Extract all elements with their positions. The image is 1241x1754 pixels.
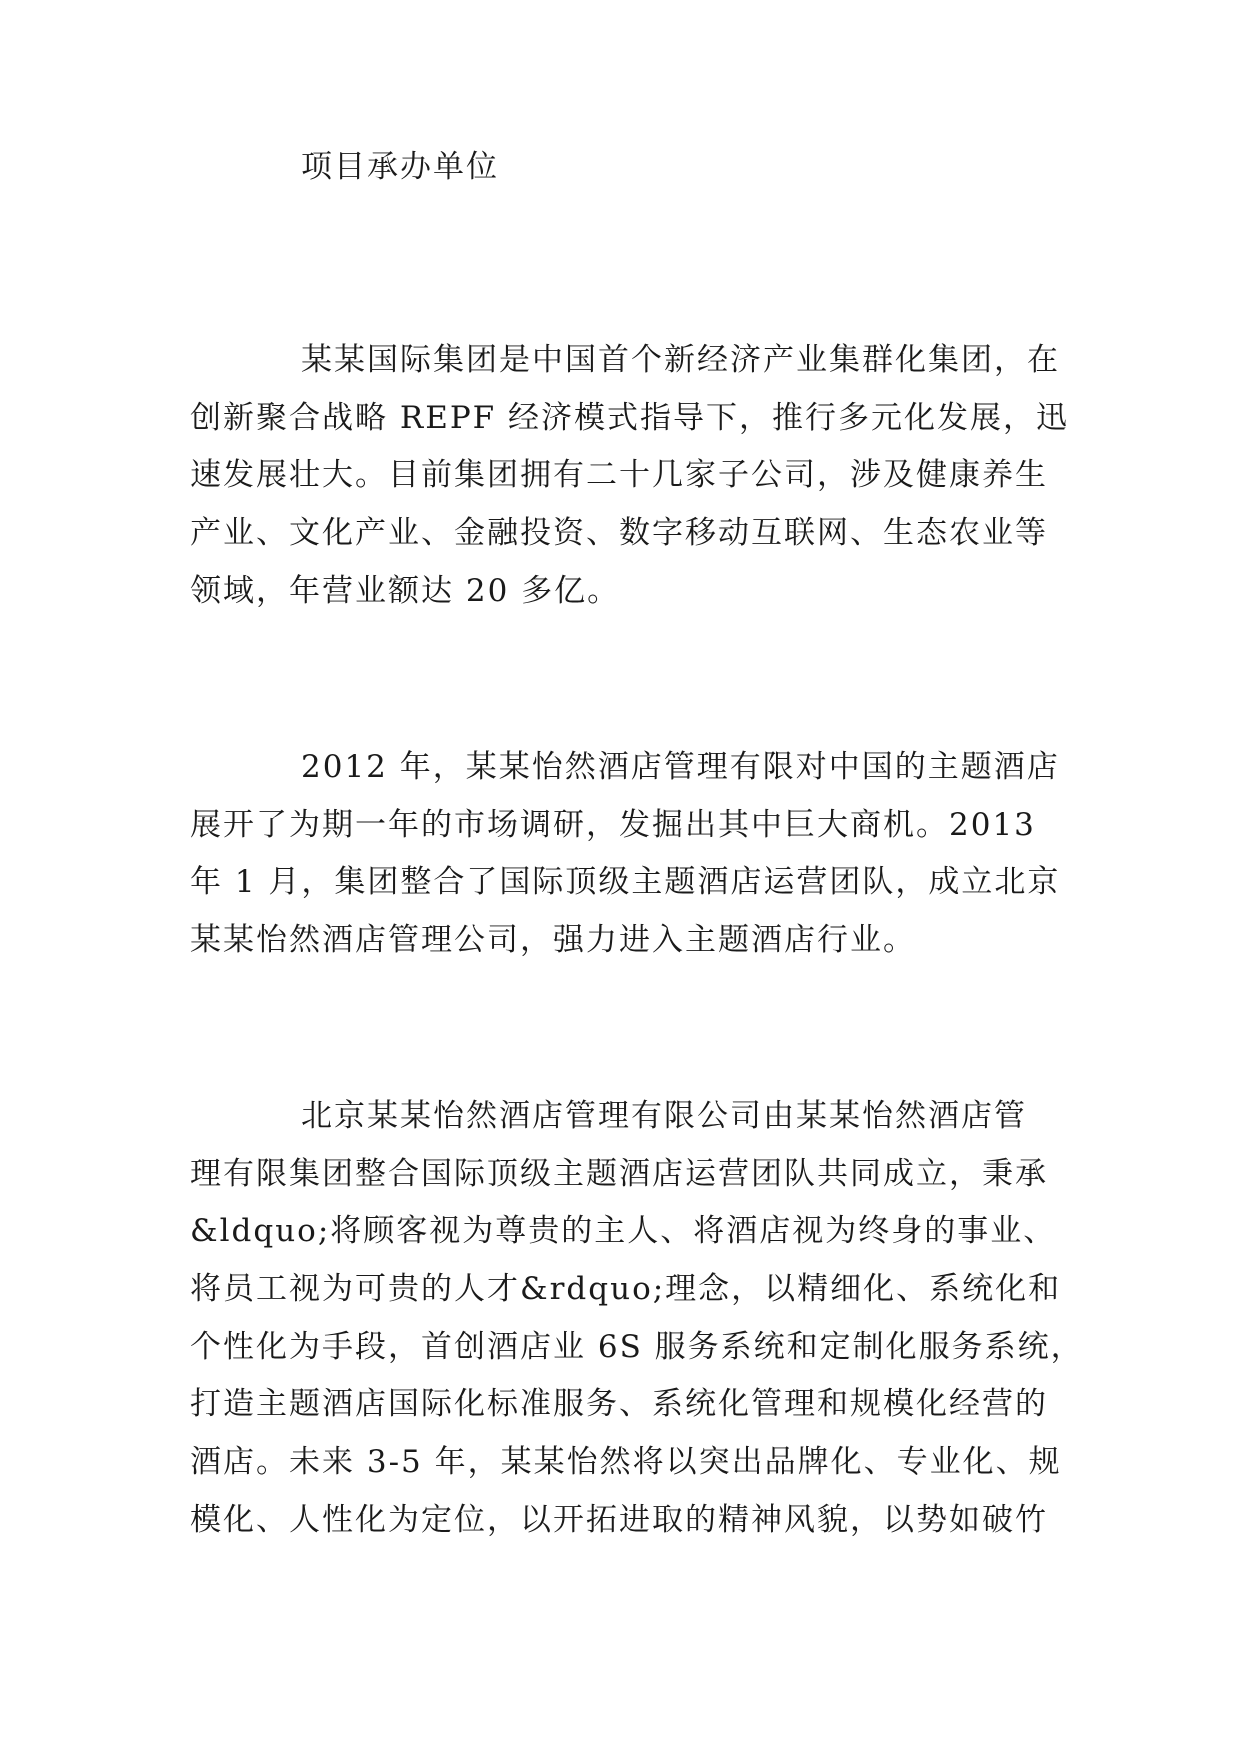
paragraph-line: 理有限集团整合国际顶级主题酒店运营团队共同成立，秉承 <box>190 1156 1048 1192</box>
section-heading: 项目承办单位 <box>301 149 499 185</box>
paragraph-line: 展开了为期一年的市场调研，发掘出其中巨大商机。2013 <box>190 807 1036 843</box>
paragraph-line: 北京某某怡然酒店管理有限公司由某某怡然酒店管 <box>301 1098 1027 1134</box>
paragraph-line: 创新聚合战略 REPF 经济模式指导下，推行多元化发展，迅 <box>190 400 1070 436</box>
paragraph-line: 酒店。未来 3-5 年，某某怡然将以突出品牌化、专业化、规 <box>190 1444 1062 1480</box>
paragraph-line: 将员工视为可贵的人才&rdquo;理念，以精细化、系统化和 <box>190 1271 1062 1307</box>
paragraph-line: 某某国际集团是中国首个新经济产业集群化集团，在 <box>301 342 1060 378</box>
paragraph-line: &ldquo;将顾客视为尊贵的主人、将酒店视为终身的事业、 <box>190 1213 1057 1249</box>
paragraph-line: 个性化为手段，首创酒店业 6S 服务系统和定制化服务系统， <box>190 1329 1084 1365</box>
paragraph-line: 年 1 月，集团整合了国际顶级主题酒店运营团队，成立北京 <box>190 864 1061 900</box>
paragraph-line: 某某怡然酒店管理公司，强力进入主题酒店行业。 <box>190 922 916 958</box>
paragraph-line: 2012 年，某某怡然酒店管理有限对中国的主题酒店 <box>301 749 1060 785</box>
paragraph-line: 领域，年营业额达 20 多亿。 <box>190 573 621 609</box>
paragraph-line: 速发展壮大。目前集团拥有二十几家子公司，涉及健康养生 <box>190 457 1048 493</box>
paragraph-line: 产业、文化产业、金融投资、数字移动互联网、生态农业等 <box>190 515 1048 551</box>
paragraph-line: 打造主题酒店国际化标准服务、系统化管理和规模化经营的 <box>190 1386 1048 1422</box>
paragraph-line: 模化、人性化为定位，以开拓进取的精神风貌，以势如破竹 <box>190 1502 1048 1538</box>
